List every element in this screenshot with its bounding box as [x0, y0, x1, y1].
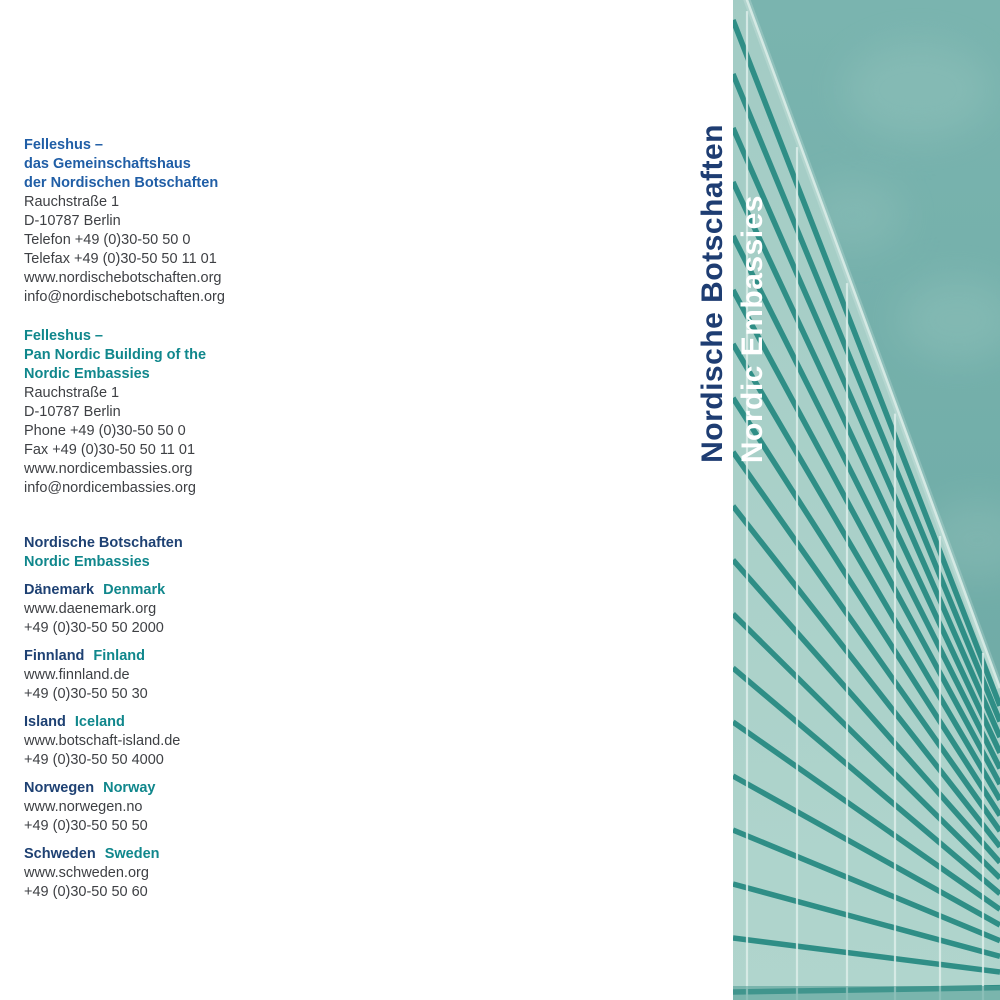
facade-photo [733, 0, 1000, 1000]
country-name-en: Finland [93, 648, 145, 664]
country-name-de: Norwegen [24, 780, 95, 796]
address-line: Rauchstraße 1 [24, 194, 120, 210]
country-label [24, 647, 464, 666]
country-label [24, 845, 464, 864]
embassy-directory [24, 534, 464, 902]
contact-de-heading-line: das Gemeinschaftshaus [24, 156, 191, 172]
country-url: www.schweden.org [24, 865, 149, 881]
country-phone: +49 (0)30-50 50 60 [24, 884, 148, 900]
country-url: www.botschaft-island.de [24, 733, 181, 749]
country-group-norway [24, 779, 464, 836]
website-line: www.nordischebotschaften.org [24, 270, 222, 286]
directory-title-de: Nordische Botschaften [24, 535, 183, 551]
country-group-denmark [24, 581, 464, 638]
facade-photo-panel [733, 0, 1000, 1000]
facade-base-strip [733, 986, 1000, 1000]
country-url: www.daenemark.org [24, 601, 157, 617]
contact-en-heading-line: Nordic Embassies [24, 366, 150, 382]
contact-block-german [24, 136, 464, 307]
country-name-de: Island [24, 714, 66, 730]
country-name-en: Norway [103, 780, 156, 796]
directory-title-en: Nordic Embassies [24, 554, 150, 570]
contact-block-english [24, 327, 464, 498]
country-url: www.finnland.de [24, 667, 130, 683]
country-phone: +49 (0)30-50 50 4000 [24, 752, 164, 768]
fax-line: Fax +49 (0)30-50 50 11 01 [24, 442, 196, 458]
left-column [24, 136, 464, 902]
country-phone: +49 (0)30-50 50 2000 [24, 620, 164, 636]
country-name-de: Dänemark [24, 582, 95, 598]
country-phone: +49 (0)30-50 50 30 [24, 686, 148, 702]
country-group-finland [24, 647, 464, 704]
country-name-en: Sweden [104, 846, 160, 862]
country-name-de: Schweden [24, 846, 96, 862]
phone-line: Telefon +49 (0)30-50 50 0 [24, 232, 191, 248]
email-line: info@nordicembassies.org [24, 480, 196, 496]
country-group-sweden [24, 845, 464, 902]
contact-de-heading-line: der Nordischen Botschaften [24, 175, 219, 191]
country-name-en: Denmark [103, 582, 166, 598]
address-line: Rauchstraße 1 [24, 385, 120, 401]
email-line: info@nordischebotschaften.org [24, 289, 225, 305]
contact-en-heading-line: Felleshus – [24, 328, 103, 344]
phone-line: Phone +49 (0)30-50 50 0 [24, 423, 186, 439]
country-phone: +49 (0)30-50 50 50 [24, 818, 148, 834]
country-group-iceland [24, 713, 464, 770]
country-label [24, 581, 464, 600]
country-name-en: Iceland [74, 714, 125, 730]
fax-line: Telefax +49 (0)30-50 50 11 01 [24, 251, 217, 267]
country-name-de: Finnland [24, 648, 85, 664]
vertical-title-banner [694, 78, 772, 463]
banner-title-german: Nordische Botschaften [696, 124, 729, 463]
country-label [24, 713, 464, 732]
contact-en-heading-line: Pan Nordic Building of the [24, 347, 207, 363]
banner-title-english: Nordic Embassies [736, 194, 769, 463]
website-line: www.nordicembassies.org [24, 461, 193, 477]
country-label [24, 779, 464, 798]
contact-de-heading-line: Felleshus – [24, 137, 103, 153]
country-url: www.norwegen.no [24, 799, 143, 815]
address-line: D-10787 Berlin [24, 404, 121, 420]
address-line: D-10787 Berlin [24, 213, 121, 229]
